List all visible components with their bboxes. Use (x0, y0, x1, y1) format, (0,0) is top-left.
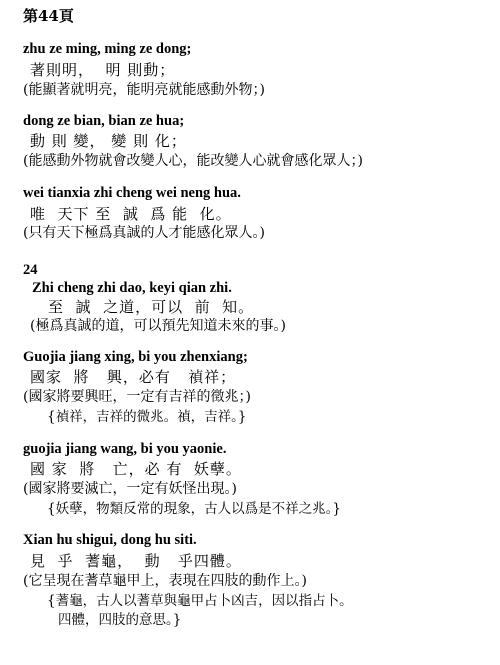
note-line: 四體，四肢的意思。} (58, 612, 182, 628)
pinyin-line: zhu ze ming, ming ze dong; (23, 41, 192, 57)
section-number: 24 (23, 262, 38, 278)
chinese-line: 見 乎 蓍龜， 動 乎四體。 (30, 552, 242, 570)
translation-line: (極爲真誠的道，可以預先知道未來的事。) (30, 318, 286, 334)
chinese-line: 至 誠 之道，可以 前 知。 (48, 298, 255, 316)
pinyin-line: Zhi cheng zhi dao, keyi qian zhi. (32, 280, 232, 296)
chinese-line: 國 家 將 亡，必 有 妖孽。 (30, 460, 242, 478)
note-line: {禎祥，吉祥的微兆。禎，吉祥。} (47, 409, 247, 425)
chinese-line: 動 則 變， 變 則 化； (30, 132, 187, 150)
translation-line: (能顯著就明亮，能明亮就能感動外物；) (23, 82, 265, 98)
chinese-line: 著則明， 明 則動； (30, 61, 176, 79)
chinese-line: 國家 將 興，必有 禎祥； (30, 368, 237, 386)
translation-line: (它呈現在蓍草龜甲上，表現在四肢的動作上。) (23, 573, 307, 589)
pinyin-line: wei tianxia zhi cheng wei neng hua. (23, 185, 241, 201)
pinyin-line: Guojia jiang xing, bi you zhenxiang; (23, 349, 248, 365)
page-header: 第44頁 (23, 7, 74, 25)
translation-line: (只有天下極爲真誠的人才能感化眾人。) (23, 225, 265, 241)
chinese-line: 唯 天下 至 誠 爲 能 化。 (30, 205, 232, 223)
pinyin-line: Xian hu shigui, dong hu siti. (23, 532, 197, 548)
translation-line: (能感動外物就會改變人心，能改變人心就會感化眾人；) (23, 153, 363, 169)
translation-line: (國家將要興旺，一定有吉祥的徵兆；) (23, 389, 251, 405)
translation-line: (國家將要滅亡，一定有妖怪出現。) (23, 481, 237, 497)
pinyin-line: dong ze bian, bian ze hua; (23, 113, 185, 129)
note-line: {妖孽，物類反常的現象，古人以爲是不祥之兆。} (47, 501, 341, 517)
note-line: {蓍龜，古人以蓍草與龜甲占卜凶吉，因以指占卜。 (47, 593, 353, 609)
pinyin-line: guojia jiang wang, bi you yaonie. (23, 441, 227, 457)
